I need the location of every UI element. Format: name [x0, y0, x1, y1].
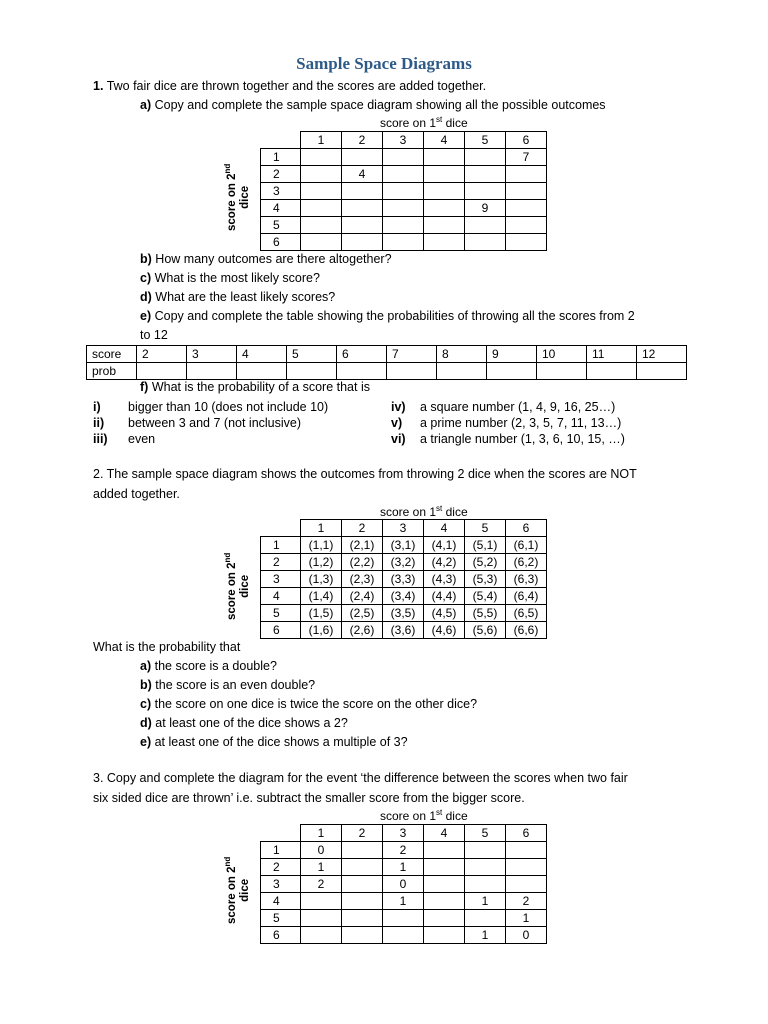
table-cell: [342, 234, 383, 251]
table-cell: (6,5): [506, 605, 547, 622]
col-heading-text: score on 1: [380, 116, 437, 130]
table-cell: (6,4): [506, 588, 547, 605]
table-cell: 0: [301, 842, 342, 859]
f-item-num: vi): [391, 432, 406, 446]
row-header: 1: [261, 149, 301, 166]
col-heading-sup: st: [436, 808, 443, 817]
q1-sample-space-table: [260, 131, 547, 251]
table-cell: [342, 217, 383, 234]
row-header: 2: [261, 859, 301, 876]
table-cell: (4,3): [424, 571, 465, 588]
q2-item-text: at least one of the dice shows a 2?: [155, 716, 348, 730]
f-item-4: [391, 400, 406, 414]
table-cell: [424, 183, 465, 200]
column-header: 2: [342, 520, 383, 537]
table-cell: (3,3): [383, 571, 424, 588]
table-cell: (2,4): [342, 588, 383, 605]
table-cell: (3,6): [383, 622, 424, 639]
row-header: 5: [261, 217, 301, 234]
q3-intro-line1: 3. Copy and complete the diagram for the event ‘the difference between the scores when two fair: [93, 771, 628, 785]
table-cell: (6,1): [506, 537, 547, 554]
table-cell: [342, 927, 383, 944]
table-row: [261, 859, 547, 876]
table-cell: [383, 200, 424, 217]
score-row-label: score: [87, 346, 137, 363]
score-cell: 8: [437, 346, 487, 363]
prob-cell: [387, 363, 437, 380]
q3-row-heading: [223, 856, 252, 924]
q2-item-text: the score is an even double?: [155, 678, 316, 692]
score-cell: 11: [587, 346, 637, 363]
row-heading-line2: dice: [239, 574, 251, 598]
score-cell: 2: [137, 346, 187, 363]
table-cell: (3,4): [383, 588, 424, 605]
table-row: [261, 217, 547, 234]
q3-col-heading: [380, 809, 468, 823]
table-cell: [383, 927, 424, 944]
q1a-text: Copy and complete the sample space diagram showing all the possible outcomes: [154, 98, 606, 112]
score-cell: 4: [237, 346, 287, 363]
column-header: 3: [383, 825, 424, 842]
table-cell: [301, 927, 342, 944]
table-cell: [465, 183, 506, 200]
f-item-1: [93, 400, 101, 414]
row-header: 2: [261, 554, 301, 571]
q1d-text: What are the least likely scores?: [155, 290, 336, 304]
q2b: [140, 678, 315, 692]
column-header: 6: [506, 520, 547, 537]
table-row: [261, 588, 547, 605]
table-cell: [465, 842, 506, 859]
table-cell: [506, 217, 547, 234]
table-cell: [424, 234, 465, 251]
col-heading-end: dice: [442, 505, 468, 519]
q2-item-text: the score on one dice is twice the score on the other dice?: [154, 697, 478, 711]
table-cell: [301, 166, 342, 183]
q1f-text: What is the probability of a score that is: [151, 380, 370, 394]
table-cell: [506, 234, 547, 251]
score-cell: 6: [337, 346, 387, 363]
table-cell: [301, 200, 342, 217]
table-row: [261, 893, 547, 910]
prob-cell: [437, 363, 487, 380]
f-item-num: iv): [391, 400, 406, 414]
q2c: [140, 697, 477, 711]
table-cell: [424, 217, 465, 234]
q2a: [140, 659, 277, 673]
q1e-label: e): [140, 309, 152, 323]
table-cell: [342, 149, 383, 166]
table-cell: [506, 859, 547, 876]
f-item-6: [391, 432, 406, 446]
f-item-2: [93, 416, 104, 430]
table-cell: [342, 859, 383, 876]
table-corner: [261, 132, 301, 149]
f-item-5-text: a prime number (2, 3, 5, 7, 11, 13…): [420, 416, 622, 430]
table-cell: (2,1): [342, 537, 383, 554]
table-cell: [465, 876, 506, 893]
table-cell: [383, 234, 424, 251]
table-cell: [506, 183, 547, 200]
page-title: Sample Space Diagrams: [296, 54, 472, 73]
q2-item-label: a): [140, 659, 152, 673]
table-cell: (2,2): [342, 554, 383, 571]
table-cell: (2,5): [342, 605, 383, 622]
table-cell: [506, 842, 547, 859]
prob-cell: [237, 363, 287, 380]
table-cell: [465, 149, 506, 166]
q1d-label: d): [140, 290, 152, 304]
q3-difference-table: [260, 824, 547, 944]
q1-row-heading: [223, 163, 252, 231]
row-heading-line2: dice: [239, 878, 251, 902]
q2-item-text: at least one of the dice shows a multiple of 3?: [154, 735, 408, 749]
q2-row-heading: [223, 552, 252, 620]
table-cell: [424, 149, 465, 166]
prob-cell: [187, 363, 237, 380]
q1-number: 1.: [93, 79, 104, 93]
f-item-num: v): [391, 416, 403, 430]
table-cell: 1: [383, 859, 424, 876]
score-cell: 7: [387, 346, 437, 363]
q2-item-label: d): [140, 716, 152, 730]
row-heading-text: score on 2: [226, 173, 238, 231]
table-row: [261, 554, 547, 571]
q1c-label: c): [140, 271, 152, 285]
table-row: [261, 571, 547, 588]
table-row: [261, 537, 547, 554]
q2d: [140, 716, 348, 730]
table-cell: 1: [383, 893, 424, 910]
f-item-6-text: a triangle number (1, 3, 6, 10, 15, …): [420, 432, 625, 446]
f-item-num: ii): [93, 416, 105, 430]
row-header: 4: [261, 893, 301, 910]
q2e: [140, 735, 408, 749]
table-cell: [342, 876, 383, 893]
table-cell: [424, 893, 465, 910]
q1-col-heading: [380, 116, 468, 130]
table-cell: [465, 234, 506, 251]
table-cell: [465, 910, 506, 927]
row-heading-sup: nd: [223, 856, 233, 867]
table-cell: (3,5): [383, 605, 424, 622]
prob-cell: [287, 363, 337, 380]
table-cell: [383, 910, 424, 927]
prob-cell: [637, 363, 687, 380]
column-header: 6: [506, 825, 547, 842]
f-item-3: [93, 432, 108, 446]
row-header: 5: [261, 605, 301, 622]
row-heading-sup: nd: [223, 552, 233, 563]
q1a-label: a): [140, 98, 152, 112]
table-cell: (6,3): [506, 571, 547, 588]
table-cell: 2: [301, 876, 342, 893]
table-cell: (4,4): [424, 588, 465, 605]
q1-intro: [93, 79, 486, 93]
table-cell: [424, 200, 465, 217]
column-header: 4: [424, 520, 465, 537]
q1f-label: f): [140, 380, 149, 394]
table-row: [261, 200, 547, 217]
table-cell: [424, 876, 465, 893]
table-cell: [342, 183, 383, 200]
score-cell: 9: [487, 346, 537, 363]
table-cell: (4,6): [424, 622, 465, 639]
table-cell: (5,2): [465, 554, 506, 571]
column-header: 2: [342, 825, 383, 842]
table-cell: [383, 166, 424, 183]
table-cell: [342, 842, 383, 859]
table-row: [261, 910, 547, 927]
col-heading-text: score on 1: [380, 809, 437, 823]
f-item-3-text: even: [128, 432, 156, 446]
table-corner: [261, 825, 301, 842]
row-header: 4: [261, 588, 301, 605]
column-header: 4: [424, 825, 465, 842]
row-header: 2: [261, 166, 301, 183]
table-cell: [342, 200, 383, 217]
f-item-num: i): [93, 400, 101, 414]
q1-text: Two fair dice are thrown together and the scores are added together.: [106, 79, 487, 93]
f-item-5: [391, 416, 402, 430]
row-heading-text: score on 2: [226, 562, 238, 620]
table-cell: [424, 927, 465, 944]
table-cell: [301, 893, 342, 910]
table-cell: 1: [506, 910, 547, 927]
table-cell: (1,2): [301, 554, 342, 571]
col-heading-end: dice: [442, 809, 468, 823]
table-cell: [342, 910, 383, 927]
f-item-4-text: a square number (1, 4, 9, 16, 25…): [420, 400, 616, 414]
q2-col-heading: [380, 505, 468, 519]
row-header: 6: [261, 622, 301, 639]
table-cell: [301, 910, 342, 927]
f-item-2-text: between 3 and 7 (not inclusive): [128, 416, 302, 430]
row-header: 1: [261, 842, 301, 859]
table-row: [261, 876, 547, 893]
table-cell: [424, 910, 465, 927]
table-cell: (1,5): [301, 605, 342, 622]
q1c: [140, 271, 320, 285]
q1c-text: What is the most likely score?: [154, 271, 320, 285]
q2-intro-line1: 2. The sample space diagram shows the outcomes from throwing 2 dice when the scores are NOT: [93, 467, 637, 481]
q2-item-label: c): [140, 697, 152, 711]
q2-item-label: e): [140, 735, 152, 749]
table-cell: 1: [301, 859, 342, 876]
score-row: [87, 346, 687, 363]
table-cell: 7: [506, 149, 547, 166]
f-item-1-text: bigger than 10 (does not include 10): [128, 400, 329, 414]
column-header: 5: [465, 520, 506, 537]
q1e: [140, 309, 635, 323]
f-item-num: iii): [93, 432, 108, 446]
table-cell: [465, 166, 506, 183]
column-header: 2: [342, 132, 383, 149]
table-cell: [424, 166, 465, 183]
table-cell: (5,5): [465, 605, 506, 622]
table-cell: (6,6): [506, 622, 547, 639]
col-heading-sup: st: [436, 504, 443, 513]
table-cell: (5,6): [465, 622, 506, 639]
table-cell: (2,6): [342, 622, 383, 639]
table-cell: (1,1): [301, 537, 342, 554]
q1d: [140, 290, 335, 304]
q1b-label: b): [140, 252, 152, 266]
table-cell: 1: [465, 893, 506, 910]
q1f: [140, 380, 370, 394]
score-cell: 10: [537, 346, 587, 363]
table-cell: [383, 217, 424, 234]
table-row: [261, 166, 547, 183]
table-cell: 2: [506, 893, 547, 910]
table-cell: [301, 234, 342, 251]
prob-cell: [587, 363, 637, 380]
table-cell: 0: [506, 927, 547, 944]
prob-cell: [137, 363, 187, 380]
table-cell: [506, 166, 547, 183]
row-heading-sup: nd: [223, 163, 233, 174]
table-cell: (1,3): [301, 571, 342, 588]
probability-table: [86, 345, 687, 380]
score-cell: 3: [187, 346, 237, 363]
q3-intro-line2: six sided dice are thrown’ i.e. subtract the smaller score from the bigger score.: [93, 791, 525, 805]
row-heading-line2: dice: [239, 185, 251, 209]
table-cell: (5,1): [465, 537, 506, 554]
table-cell: [465, 859, 506, 876]
row-header: 6: [261, 234, 301, 251]
table-cell: [465, 217, 506, 234]
table-cell: (4,1): [424, 537, 465, 554]
table-cell: (2,3): [342, 571, 383, 588]
table-row: [261, 622, 547, 639]
score-cell: 12: [637, 346, 687, 363]
q1a: [140, 98, 606, 112]
column-header: 4: [424, 132, 465, 149]
prob-cell: [537, 363, 587, 380]
row-header: 6: [261, 927, 301, 944]
col-heading-text: score on 1: [380, 505, 437, 519]
column-header: 5: [465, 825, 506, 842]
table-cell: [424, 842, 465, 859]
q1b: [140, 252, 392, 266]
q1e-text: Copy and complete the table showing the probabilities of throwing all the scores from 2: [154, 309, 635, 323]
table-cell: (4,2): [424, 554, 465, 571]
prob-cell: [337, 363, 387, 380]
table-cell: (4,5): [424, 605, 465, 622]
table-cell: [383, 183, 424, 200]
table-cell: [342, 893, 383, 910]
table-cell: (1,4): [301, 588, 342, 605]
row-header: 4: [261, 200, 301, 217]
table-cell: 1: [465, 927, 506, 944]
table-cell: [301, 183, 342, 200]
column-header: 3: [383, 520, 424, 537]
table-cell: [301, 217, 342, 234]
table-cell: (3,2): [383, 554, 424, 571]
table-row: [261, 234, 547, 251]
score-cell: 5: [287, 346, 337, 363]
column-header: 5: [465, 132, 506, 149]
table-cell: (1,6): [301, 622, 342, 639]
row-header: 3: [261, 571, 301, 588]
q2-question: What is the probability that: [93, 640, 241, 654]
table-cell: [506, 876, 547, 893]
row-header: 5: [261, 910, 301, 927]
q1b-text: How many outcomes are there altogether?: [155, 252, 392, 266]
col-heading-sup: st: [436, 115, 443, 124]
table-cell: (5,3): [465, 571, 506, 588]
column-header: 3: [383, 132, 424, 149]
table-cell: (3,1): [383, 537, 424, 554]
q1e-line2: to 12: [140, 328, 168, 342]
prob-row-label: prob: [87, 363, 137, 380]
table-cell: (5,4): [465, 588, 506, 605]
table-cell: [424, 859, 465, 876]
prob-cell: [487, 363, 537, 380]
table-row: [261, 842, 547, 859]
q2-outcomes-table: [260, 519, 547, 639]
table-cell: [301, 149, 342, 166]
col-heading-end: dice: [442, 116, 468, 130]
table-cell: [383, 149, 424, 166]
column-header: 6: [506, 132, 547, 149]
row-header: 3: [261, 183, 301, 200]
table-cell: 2: [383, 842, 424, 859]
prob-row: [87, 363, 687, 380]
table-cell: [506, 200, 547, 217]
q2-intro-line2: added together.: [93, 487, 180, 501]
table-cell: (6,2): [506, 554, 547, 571]
q2-item-text: the score is a double?: [154, 659, 277, 673]
row-header: 1: [261, 537, 301, 554]
table-cell: 0: [383, 876, 424, 893]
table-cell: 9: [465, 200, 506, 217]
column-header: 1: [301, 132, 342, 149]
table-row: [261, 605, 547, 622]
q2-item-label: b): [140, 678, 152, 692]
row-heading-text: score on 2: [226, 866, 238, 924]
table-row: [261, 183, 547, 200]
table-corner: [261, 520, 301, 537]
table-cell: 4: [342, 166, 383, 183]
table-row: [261, 149, 547, 166]
row-header: 3: [261, 876, 301, 893]
column-header: 1: [301, 825, 342, 842]
table-row: [261, 927, 547, 944]
column-header: 1: [301, 520, 342, 537]
